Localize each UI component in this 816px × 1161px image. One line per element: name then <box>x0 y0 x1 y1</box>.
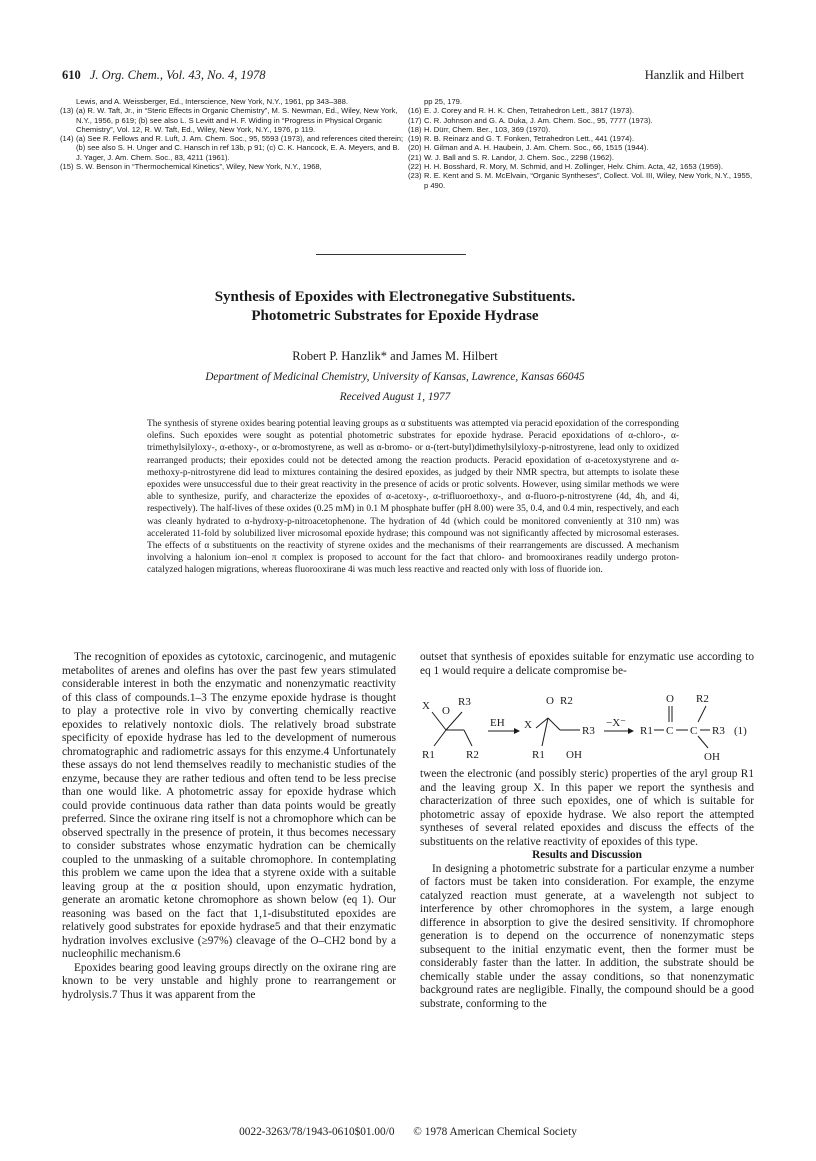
reference-item: (15) S. W. Benson in “Thermochemical Kinetics”, Wiley, New York, N.Y., 1968, <box>60 162 322 172</box>
reference-item: (22) H. H. Bosshard, R. Mory, M. Schmid, and H. Zollinger, Helv. Chim. Acta, 42, 1653 (1959). <box>408 162 723 172</box>
reference-item: (16) E. J. Corey and R. H. K. Chen, Tetrahedron Lett., 3817 (1973). <box>408 106 635 116</box>
body-column-right-top <box>420 651 754 678</box>
scheme-oh-intermediate: OH <box>566 749 582 761</box>
scheme-o-product: O <box>666 693 674 705</box>
body-paragraph: The recognition of epoxides as cytotoxic, carcinogenic, and mutagenic metabolites of arenes and olefins has over the past few years stimulated considerable interest in both the enzymatic and nonenzymatic reactivity of this class of compounds.1–3 The enzyme epoxide hydrase is thought to play a protective role in vivo by converting chemically reactive epoxides to relatively nontoxic diols. The relatively broad substrate specificity of epoxide hydrase has led to the development of numerous chromatographic and radiometric assays for this enzyme.4 Unfortunately these assays do not lend themselves readily to mechanistic studies of the enzyme, because they are rather tedious and often tend to be less precise than one would like. A photometric assay for epoxide hydrase which could provide continuous data rather than data points would be greatly preferred. Since the oxirane ring itself is not a chromophore which can be observed spectrally in the presence of protein, it thus becomes necessary to consider substrates whose enzymatic hydration can be chemically coupled to the unmasking of a suitable chromophore. In contemplating this problem we came upon the idea that a styrene oxide with a suitable leaving group at the α position should, upon enzymatic hydration, generate an aromatic ketone chromophore as shown below (eq 1). Our reasoning was based on the fact that 1,1-disubstituted epoxides are relatively good substrates for epoxide hydrase5 and that their enzymatic hydration involves exclusive (≥97%) cleavage of the O–CH2 bond by a nucleophilic mechanism.6 <box>62 651 396 960</box>
title-line-2: Photometric Substrates for Epoxide Hydrase <box>251 308 539 324</box>
reference-item: (23) R. E. Kent and S. M. McElvain, “Organic Syntheses”, Collect. Vol. III, Wiley, New York, N.Y., 1955, p 490. <box>408 171 753 190</box>
abstract: The synthesis of styrene oxides bearing potential leaving groups as α substituents was attempted via peracid epoxidation of the corresponding olefins. Such epoxides were sought as potential photometric substrates for epoxide hydrase. Peracid epoxidations of α-chloro-, α-trimethylsilyloxy-, α-ethoxy-, or α-bromostyrene, as well as α-bromo- or α-(tert-butyl)dimethylsilyloxy-p-nitrostyrene, lead only to oxidized rearranged products; their epoxides could not be detected among the reaction products. Peracid epoxidation of α-acetoxystyrene and α-methoxy-p-nitrostyrene did lead to mixtures containing the desired epoxides, as judged by their NMR spectra, but attempts to isolate these epoxides were unsuccessful due to their great reactivity in the presence of acids or protic solvents. However, using similar methods we were able to synthesize, purify, and characterize the epoxides of α-acetoxy-, α-trifluoroethoxy-, and α-fluoro-p-nitrostyrene (4d, 4h, and 4i, respectively). The half-lives of these oxides (0.25 mM) in 0.1 M phosphate buffer (pH 8.00) were 35, 0.4, and 0.4 min, respectively, and each was cleanly hydrated to α-hydroxy-p-nitroacetophenone. The hydration of 4d (which could be monitored conveniently at 310 nm) was accelerated 11-fold by solubilized liver microsomal epoxide hydrase; this compound was not significantly affected by microsomal esterases. The effects of α substituents on the reactivity of styrene oxides and the mechanisms of their rearrangements are discussed. A mechanism involving a halonium ion–enol π complex is proposed to account for the fact that chloro- and bromooxiranes readily undergo proton-catalyzed halogen migrations, whereas fluorooxirane 4i was much less reactive and reacted only with loss of fluoride ion. <box>147 419 679 576</box>
title-line-1: Synthesis of Epoxides with Electronegative Substituents. <box>214 289 576 305</box>
scheme-r3-product: R3 <box>712 725 725 737</box>
reference-item: (21) W. J. Ball and S. R. Landor, J. Chem. Soc., 2298 (1962). <box>408 152 614 162</box>
body-column-right <box>420 768 754 1011</box>
body-paragraph: tween the electronic (and possibly steric) properties of the aryl group R1 and the leaving group X. In this paper we report the synthesis and characterization of three such epoxides, one of which is suitable for photometric assay of epoxide hydrase. We also report the attempted syntheses of several related epoxides and discuss the effects of the substituents on the relative reactivity of epoxides of this type. <box>420 768 754 848</box>
reference-item: (19) R. B. Reinarz and G. T. Fonken, Tetrahedron Lett., 441 (1974). <box>408 134 634 144</box>
scheme-x: X <box>422 700 430 712</box>
author-line: Robert P. Hanzlik* and James M. Hilbert <box>292 349 498 363</box>
reaction-scheme <box>420 690 754 762</box>
reference-item: (13) (a) R. W. Taft, Jr., in “Steric Effects in Organic Chemistry”, M. S. Newman, Ed., Wiley, New York, N.Y., 1956, p 619; (b) see also L. S Levitt and H. F. Widing in “Progress in Physical Organic Chemistry”, Vol. 12, R. W. Taft, Ed., Wiley, New York, N.Y., 1976, p 119. <box>60 106 398 134</box>
footer-code: 0022-3263/78/1943-0610$01.00/0 <box>239 1126 395 1138</box>
scheme-r1-product: R1 <box>640 725 653 737</box>
running-authors: Hanzlik and Hilbert <box>644 68 744 82</box>
svg-text:C: C <box>666 725 674 737</box>
scheme-arrow2-label: −X⁻ <box>606 717 626 729</box>
reference-item: (17) C. R. Johnson and G. A. Duka, J. Am. Chem. Soc., 95, 7777 (1973). <box>408 115 653 125</box>
page-footer <box>0 1126 816 1138</box>
references-left <box>60 97 406 172</box>
scheme-arrow1-label: EH <box>490 717 505 729</box>
page-number: 610 <box>62 68 81 82</box>
scheme-r2: R2 <box>466 749 479 761</box>
running-header-left <box>62 68 265 83</box>
scheme-o: O <box>442 705 450 717</box>
section-heading: Results and Discussion <box>532 849 642 861</box>
scheme-x-intermediate: X <box>524 719 532 731</box>
reference-item: (14) (a) See R. Fellows and R. Luft, J. Am. Chem. Soc., 95, 5593 (1973), and references cited therein; (b) see also S. H. Unger and C. Hansch in ref 13b, p 91; (c) C. K. Hancock, E. A. Meyers, and B. J. Yager, J. Am. Chem. Soc., 83, 4211 (1961). <box>60 134 404 162</box>
svg-text:C: C <box>690 725 698 737</box>
reference-item: pp 25, 179. <box>424 97 463 106</box>
scheme-r1-intermediate: R1 <box>532 749 545 761</box>
reference-item: (18) H. Dürr, Chem. Ber., 103, 369 (1970). <box>408 124 551 134</box>
reference-item: Lewis, and A. Weissberger, Ed., Interscience, New York, N.Y., 1961, pp 343–388. <box>76 97 348 106</box>
received-date: Received August 1, 1977 <box>339 391 451 403</box>
affiliation: Department of Medicinal Chemistry, University of Kansas, Lawrence, Kansas 66045 <box>205 371 585 383</box>
scheme-r1: R1 <box>422 749 435 761</box>
body-column-left <box>62 651 396 1002</box>
scheme-r2-intermediate: R2 <box>560 695 573 707</box>
scheme-r3-intermediate: R3 <box>582 725 595 737</box>
scheme-r3: R3 <box>458 696 471 708</box>
references-right <box>408 97 754 190</box>
journal-citation: J. Org. Chem., Vol. 43, No. 4, 1978 <box>89 68 266 82</box>
article-title <box>100 288 690 326</box>
scheme-oh-product: OH <box>704 751 720 762</box>
section-divider <box>316 254 466 255</box>
body-paragraph: Epoxides bearing good leaving groups directly on the oxirane ring are known to be very unstable and highly prone to rearrangement or hydrolysis.7 Thus it was apparent from the <box>62 961 396 1001</box>
reference-item: (20) H. Gilman and A. H. Haubein, J. Am. Chem. Soc., 66, 1515 (1944). <box>408 143 649 153</box>
equation-number: (1) <box>734 725 747 737</box>
scheme-o-intermediate: O <box>546 695 554 707</box>
body-paragraph: outset that synthesis of epoxides suitable for enzymatic use according to eq 1 would require a delicate compromise be- <box>420 651 754 677</box>
footer-copyright: © 1978 American Chemical Society <box>413 1126 577 1138</box>
body-paragraph: In designing a photometric substrate for a particular enzyme a number of factors must be taken into consideration. For example, the enzyme catalyzed reaction must generate, at a wavelength not subject to interference by other chromophores in the system, a large enough difference in absorption to give the desired sensitivity. If chromophore generation is to depend on the occurrence of nonenzymatic steps subsequent to the initial enzymatic event, then the former must be considerably faster than the latter. In addition, the substrate should be chemically stable under the assay conditions, so that nonenzymatic background rates are negligible. Finally, the compound should be a good substrate, conforming to the <box>420 862 754 1010</box>
scheme-r2-product: R2 <box>696 693 709 705</box>
